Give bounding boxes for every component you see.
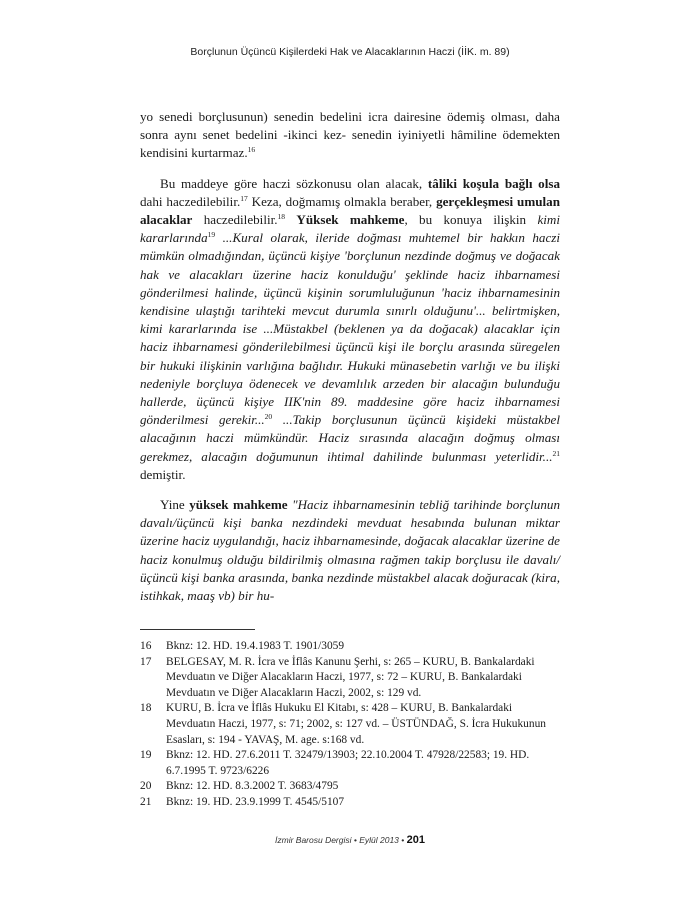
footnote-number: 19 [140, 749, 152, 762]
footnote-number: 17 [140, 655, 152, 668]
text-run: dahi haczedilebilir. [140, 193, 241, 209]
text-run: Yine [160, 497, 190, 513]
footnote [140, 748, 560, 779]
footnote-text: Bknz: 12. HD. 8.3.2002 T. 3683/4795 [166, 780, 339, 793]
footnote-text: Bknz: 12. HD. 19.4.1983 T. 1901/3059 [166, 640, 345, 652]
bold-phrase: yüksek mahkeme [189, 497, 288, 513]
italic-quote: kimi kararlarında [140, 212, 560, 246]
footnote [140, 655, 560, 702]
bold-phrase: Yüksek mahkeme [296, 212, 405, 228]
footnote-number: 21 [140, 795, 152, 808]
body-text [140, 108, 560, 617]
footnote-text: KURU, B. İcra ve İflâs Hukuku El Kitabı, s: 428 – KURU, B. Bankalardaki Mevduatın Haczi, 1977, s: 71; 2002, s: 127 vd. – ÜSTÜNDAĞ, S. İcra Hukukunun Esasları, s: 194 - YAVAŞ, M. age. s:168 vd. [166, 702, 546, 746]
footnotes [140, 639, 560, 811]
footnote [140, 795, 560, 811]
footnote-ref: 16 [247, 145, 256, 155]
footnote-ref: 17 [240, 193, 248, 203]
text-run: yo senedi borçlusunun) senedin bedelini icra dairesine ödemiş olması, daha sonra aynı senet bedelini -ikinci kez- senedin iyiniyetli hâmiline ödemekten kendisini kurtarmaz. [140, 109, 560, 161]
footnote-ref: 21 [552, 448, 560, 458]
footnote [140, 639, 560, 655]
bold-phrase: tâliki koşula bağlı olsa [427, 175, 560, 191]
paragraph-2 [140, 175, 560, 484]
footnote-ref: 20 [264, 412, 273, 422]
footnote-number: 18 [140, 702, 152, 715]
text-run: demiştir. [140, 466, 186, 482]
footnote-text: BELGESAY, M. R. İcra ve İflâs Kanunu Şerhi, s: 265 – KURU, B. Bankalardaki Mevduatın ve Diğer Alacakların Haczi, 1977, s: 72 – KURU, B. Bankalardaki Mevduatın ve Diğer Alacakların Haczi, 2002, s: 129 vd. [166, 655, 535, 699]
footnote [140, 701, 560, 748]
footnote-text: Bknz: 19. HD. 23.9.1999 T. 4545/5107 [166, 795, 345, 808]
paragraph-3 [140, 496, 560, 605]
bold-phrase: gerçekleşmesi umulan alacaklar [140, 193, 560, 228]
page-footer [0, 834, 700, 846]
italic-quote: ...Takip borçlusunun üçüncü kişideki müstakbel alacağının haczi mümkündür. Haciz sırasında alacağın doğmuş olması gerekmez, alacağın doğumunun ihtimal dahilinde bulunması yeterlidir... [140, 412, 560, 464]
text-run: , bu konuya ilişkin [404, 212, 538, 228]
text-run: haczedilebilir. [192, 212, 278, 228]
text-run: Bu maddeye göre haczi sözkonusu olan alacak, [160, 175, 428, 191]
footnote-number: 16 [140, 640, 152, 652]
paragraph-1 [140, 108, 560, 163]
footnote-number: 20 [140, 780, 152, 793]
text-run [285, 212, 296, 227]
text-run: Keza, doğmamış olmakla beraber, [247, 193, 437, 209]
footnote-ref: 19 [207, 230, 216, 240]
running-header: Borçlunun Üçüncü Kişilerdeki Hak ve Alacaklarının Haczi (İİK. m. 89) [190, 46, 510, 58]
footnote-ref: 18 [277, 212, 286, 222]
italic-quote: ...Kural olarak, ileride doğması muhtemel bir hakkın haczi mümkün olmadığından, üçüncü kişiye 'borçlunun nezdinde doğmuş ve doğacak hak ve alacakları üzerine haciz konulduğu' şeklinde haciz ihbarnamesi gönderilmesi halinde, üçüncü kişinin sorumluluğunun 'haciz ihbarnamesinin kendisine ulaştığı tarihteki mevcut durumla sınırlı olduğunu'... belirtmişken, kimi kararlarında ise ...Müstakbel (beklenen ya da doğacak) alacaklar için haciz ihbarnamesi gönderilebilmesi üçüncü kişi ile borçlu arasında süregelen bir hukuki ilişkinin varlığına bağlıdır. Hukuki münasebetin varlığı ve bu ilişki nedeniyle borçluya ödenecek ve devamlılık arzeden bir alacağın bulunduğu hallerde, üçüncü kişiye IIK'nin 89. maddesine göre haciz ihbarnamesi gönderilmesi gerekir... [140, 230, 560, 428]
footnote [140, 779, 560, 795]
journal-name: İzmir Barosu Dergisi • Eylül 2013 • [275, 835, 405, 845]
page-number: 201 [406, 834, 425, 846]
italic-quote: "Haciz ihbarnamesinin tebliğ tarihinde borçlunun davalı/üçüncü kişi banka nezdindeki mevduat hesabında bulunan miktar üzerine haciz uygulandığı, haciz ihbarnamesinde, doğacak alacaklar üzerine de haciz konulmuş olduğu bildirilmiş olmasına rağmen takip borçlusu ile davalı/üçüncü kişi banka arasında, banka nezdinde müstakbel alacak doğuracak (kira, istihkak, maaş vb) bir hu- [140, 497, 560, 604]
footnote-separator [140, 629, 255, 630]
footnote-text: Bknz: 12. HD. 27.6.2011 T. 32479/13903; 22.10.2004 T. 47928/22583; 19. HD. 6.7.1995 T. 9723/6226 [166, 749, 530, 777]
